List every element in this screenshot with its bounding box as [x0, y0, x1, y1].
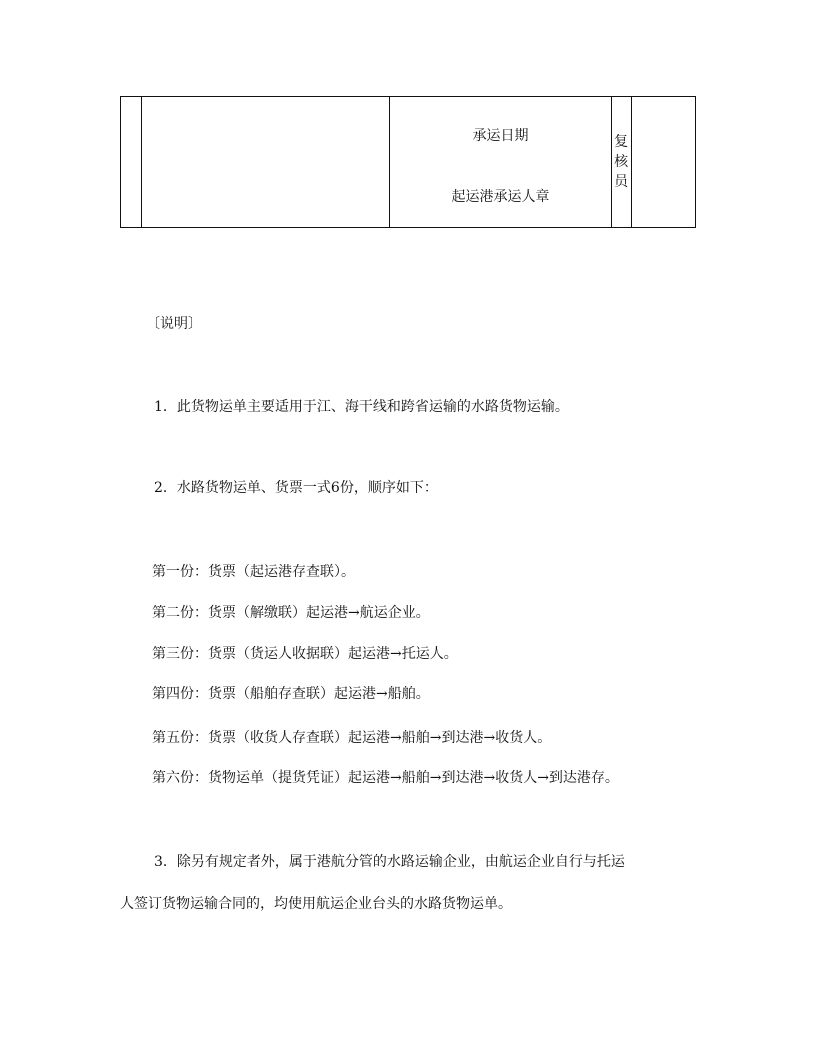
note-item-2: 2．水路货物运单、货票一式6份，顺序如下： [154, 480, 438, 496]
note-item-3-line-2: 人签订货物运输合同的，均使用航运企业台头的水路货物运单。 [120, 896, 512, 912]
carriage-date-label: 承运日期 [472, 128, 529, 144]
table-row [121, 97, 696, 228]
copy-line-4: 第四份：货票（船舶存查联）起运港→船舶。 [152, 686, 430, 702]
copy-line-2: 第二份：货票（解缴联）起运港→航运企业。 [152, 605, 430, 621]
narrow-cell [121, 97, 142, 228]
copy-line-6: 第六份：货物运单（提货凭证）起运港→船舶→到达港→收货人→到达港存。 [152, 770, 619, 786]
reviewer-char: 复 [614, 134, 629, 150]
reviewer-cell [611, 97, 631, 228]
copy-line-3: 第三份：货票（货运人收据联）起运港→托运人。 [152, 646, 458, 662]
blank-cell [142, 97, 390, 228]
copy-line-1: 第一份：货票（起运港存查联）。 [152, 564, 355, 580]
reviewer-char: 员 [614, 174, 629, 190]
origin-seal-label: 起运港承运人章 [451, 189, 550, 205]
carriage-cell [390, 97, 611, 228]
notes-heading: 〔说明〕 [146, 316, 202, 332]
waybill-form-table [120, 96, 696, 228]
note-item-3-line-1: 3．除另有规定者外，属于港航分管的水路运输企业，由航运企业自行与托运 [154, 854, 625, 870]
reviewer-signature-cell [631, 97, 695, 228]
note-item-1: 1．此货物运单主要适用于江、海干线和跨省运输的水路货物运输。 [154, 399, 569, 415]
copy-line-5: 第五份：货票（收货人存查联）起运港→船舶→到达港→收货人。 [152, 730, 552, 746]
reviewer-char: 核 [614, 154, 629, 170]
